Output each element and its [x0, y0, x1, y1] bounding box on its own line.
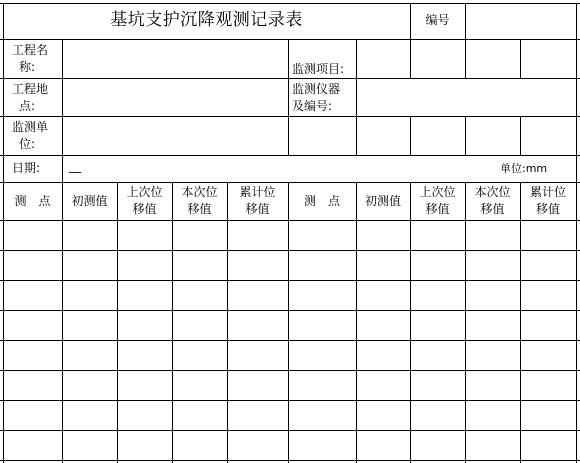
col-line — [288, 39, 289, 155]
monitor-item-label: 监测项目: — [292, 62, 345, 76]
data-cell[interactable] — [118, 311, 172, 340]
data-cell[interactable] — [411, 341, 465, 370]
project-name-label: 工程名 称: — [12, 43, 49, 74]
data-cell[interactable] — [173, 401, 227, 430]
data-cell[interactable] — [289, 371, 356, 400]
data-cell[interactable] — [521, 371, 576, 400]
data-cell[interactable] — [411, 281, 465, 310]
data-cell[interactable] — [411, 251, 465, 280]
data-cell[interactable] — [521, 341, 576, 370]
col-header-point: 测 点 — [14, 194, 51, 208]
data-cell[interactable] — [357, 401, 410, 430]
data-cell[interactable] — [466, 371, 520, 400]
data-cell[interactable] — [4, 431, 62, 460]
data-cell[interactable] — [357, 221, 410, 250]
page-title: 基坑支护沉降观测记录表 — [110, 10, 303, 30]
data-cell[interactable] — [63, 341, 117, 370]
data-cell[interactable] — [411, 401, 465, 430]
data-cell[interactable] — [357, 251, 410, 280]
data-cell[interactable] — [357, 281, 410, 310]
project-address-input[interactable] — [63, 79, 288, 116]
data-cell[interactable] — [466, 401, 520, 430]
data-cell[interactable] — [466, 431, 520, 460]
project-name-input[interactable] — [63, 40, 288, 78]
data-cell[interactable] — [357, 431, 410, 460]
data-cell[interactable] — [228, 251, 288, 280]
data-cell[interactable] — [289, 281, 356, 310]
data-cell[interactable] — [357, 371, 410, 400]
data-cell[interactable] — [4, 341, 62, 370]
instrument-input[interactable] — [357, 79, 576, 116]
row-line — [0, 460, 580, 461]
data-cell[interactable] — [173, 371, 227, 400]
data-cell[interactable] — [521, 311, 576, 340]
data-cell[interactable] — [118, 281, 172, 310]
data-cell[interactable] — [4, 281, 62, 310]
data-cell[interactable] — [289, 221, 356, 250]
col-header-initial: 初测值 — [71, 194, 108, 208]
data-cell[interactable] — [118, 341, 172, 370]
data-cell[interactable] — [521, 281, 576, 310]
data-cell[interactable] — [173, 251, 227, 280]
data-cell[interactable] — [411, 371, 465, 400]
data-cell[interactable] — [63, 221, 117, 250]
data-cell[interactable] — [289, 311, 356, 340]
col-header-curr-disp-2: 本次位 移值 — [474, 185, 511, 216]
data-cell[interactable] — [118, 371, 172, 400]
data-cell[interactable] — [521, 401, 576, 430]
monitor-item-input[interactable] — [357, 40, 576, 78]
data-cell[interactable] — [289, 431, 356, 460]
col-line — [62, 155, 63, 182]
data-cell[interactable] — [228, 311, 288, 340]
data-cell[interactable] — [63, 311, 117, 340]
project-address-label: 工程地 点: — [12, 82, 49, 113]
row-line — [0, 155, 580, 156]
data-cell[interactable] — [4, 311, 62, 340]
col-header-initial-2: 初测值 — [364, 194, 401, 208]
data-cell[interactable] — [228, 401, 288, 430]
col-line — [576, 3, 577, 463]
col-header-prev-disp: 上次位 移值 — [126, 185, 163, 216]
data-cell[interactable] — [173, 431, 227, 460]
data-cell[interactable] — [4, 221, 62, 250]
data-cell[interactable] — [521, 431, 576, 460]
data-cell[interactable] — [228, 431, 288, 460]
data-cell[interactable] — [521, 221, 576, 250]
data-cell[interactable] — [466, 251, 520, 280]
data-cell[interactable] — [173, 341, 227, 370]
unit-label: 单位:mm — [500, 162, 548, 175]
data-cell[interactable] — [63, 431, 117, 460]
data-cell[interactable] — [521, 251, 576, 280]
data-cell[interactable] — [118, 431, 172, 460]
data-cell[interactable] — [118, 221, 172, 250]
data-cell[interactable] — [228, 341, 288, 370]
data-cell[interactable] — [228, 221, 288, 250]
serial-label: 编号 — [425, 13, 450, 27]
data-cell[interactable] — [4, 371, 62, 400]
data-cell[interactable] — [289, 341, 356, 370]
data-cell[interactable] — [357, 311, 410, 340]
data-cell[interactable] — [4, 401, 62, 430]
date-value[interactable]: __ — [69, 159, 81, 173]
col-header-cum-disp-2: 累计位 移值 — [529, 185, 566, 216]
col-header-curr-disp: 本次位 移值 — [181, 185, 218, 216]
data-cell[interactable] — [173, 281, 227, 310]
data-cell[interactable] — [4, 251, 62, 280]
data-cell[interactable] — [228, 371, 288, 400]
data-cell[interactable] — [411, 221, 465, 250]
data-cell[interactable] — [173, 221, 227, 250]
data-cell[interactable] — [289, 251, 356, 280]
data-cell[interactable] — [63, 401, 117, 430]
monitor-unit-input[interactable] — [63, 117, 288, 155]
data-cell[interactable] — [466, 311, 520, 340]
data-cell[interactable] — [466, 281, 520, 310]
col-line — [410, 116, 411, 155]
data-cell[interactable] — [228, 281, 288, 310]
data-cell[interactable] — [289, 401, 356, 430]
data-cell[interactable] — [466, 221, 520, 250]
data-cell[interactable] — [118, 251, 172, 280]
col-line — [520, 116, 521, 155]
data-cell[interactable] — [411, 431, 465, 460]
col-header-point-2: 测 点 — [303, 194, 340, 208]
data-cell[interactable] — [411, 311, 465, 340]
col-line — [465, 116, 466, 155]
row-line — [0, 182, 580, 183]
data-cell[interactable] — [466, 341, 520, 370]
col-header-prev-disp-2: 上次位 移值 — [419, 185, 456, 216]
data-cell[interactable] — [63, 251, 117, 280]
col-header-cum-disp: 累计位 移值 — [239, 185, 276, 216]
date-label: 日期: — [12, 161, 41, 175]
data-cell[interactable] — [63, 371, 117, 400]
data-cell[interactable] — [173, 311, 227, 340]
monitor-unit-label: 监测单 位: — [12, 120, 49, 151]
data-cell[interactable] — [357, 341, 410, 370]
instrument-label: 监测仪器 及编号: — [292, 82, 341, 113]
serial-input[interactable] — [466, 4, 576, 39]
data-cell[interactable] — [118, 401, 172, 430]
data-cell[interactable] — [63, 281, 117, 310]
